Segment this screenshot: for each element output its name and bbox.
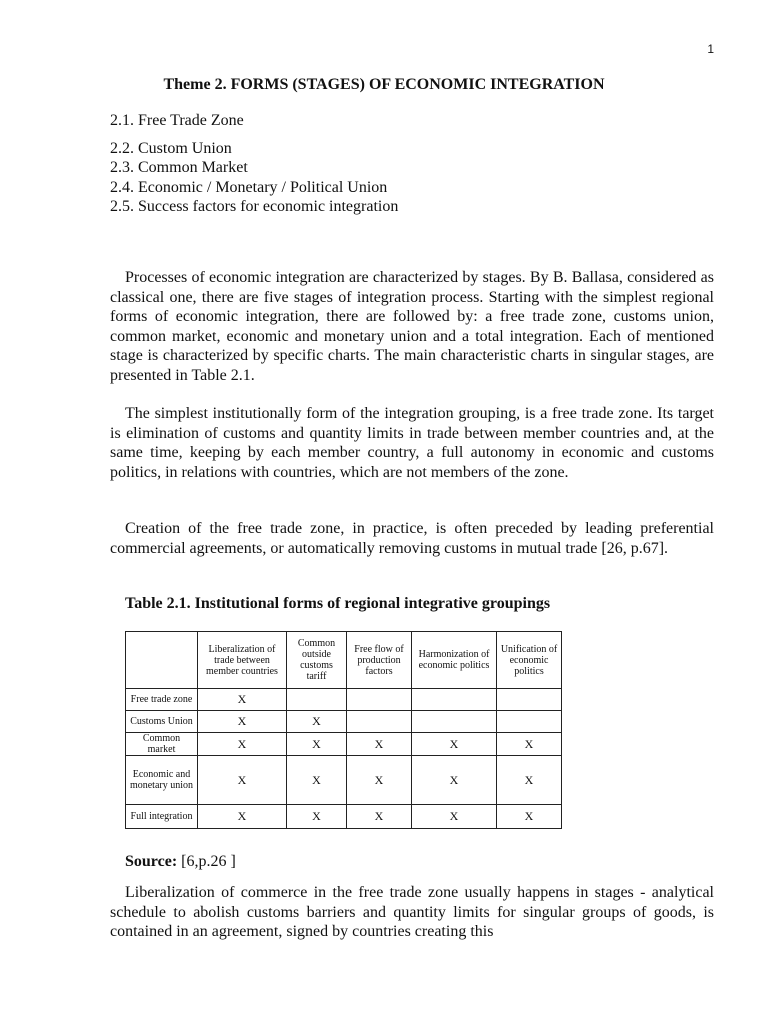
table-source	[125, 853, 236, 871]
row-label: Free trade zone	[126, 689, 198, 711]
table-cell	[497, 711, 562, 733]
table-cell: X	[287, 711, 347, 733]
header-cell: Free flow of production factors	[347, 632, 412, 689]
source-ref: [6,p.26 ]	[181, 853, 236, 870]
paragraph-liberalization: Liberalization of commerce in the free trade zone usually happens in stages - analytical schedule to abolish customs barriers and quantity limits for singular groups of goods, is contained in an agreement, signed by countries creating this	[110, 884, 714, 940]
page-number: 1	[707, 42, 714, 56]
toc-item: 2.3. Common Market	[110, 159, 248, 176]
integration-forms-table	[125, 631, 562, 829]
table-cell: X	[497, 756, 562, 805]
table-header-row	[126, 632, 562, 689]
table-cell: X	[198, 805, 287, 829]
table-row	[126, 805, 562, 829]
table-cell: X	[412, 733, 497, 756]
header-cell-empty	[126, 632, 198, 689]
paragraph-intro: Processes of economic integration are characterized by stages. By B. Ballasa, considered as classical one, there are five stages of integration process. Starting with the simplest regional forms of economic integration, there are followed by: a free trade zone, customs union, common market, economic and monetary union and a total integration. Each of mentioned stage is characterized by specific charts. The main characteristic charts in singular stages, are presented in Table 2.1.	[110, 269, 714, 384]
table-cell: X	[347, 805, 412, 829]
table-cell: X	[497, 733, 562, 756]
integration-forms-table-wrap	[125, 631, 562, 829]
paragraph-creation: Creation of the free trade zone, in practice, is often preceded by leading preferential commercial agreements, or automatically removing customs in mutual trade [26, p.67].	[110, 520, 714, 557]
table-cell: X	[347, 756, 412, 805]
table-cell: X	[497, 805, 562, 829]
header-cell: Liberalization of trade between member countries	[198, 632, 287, 689]
row-label: Economic and monetary union	[126, 756, 198, 805]
toc-item: 2.4. Economic / Monetary / Political Union	[110, 178, 388, 196]
table-cell: X	[287, 756, 347, 805]
table-row	[126, 733, 562, 756]
table-cell	[412, 689, 497, 711]
table-caption: Table 2.1. Institutional forms of regional integrative groupings	[125, 595, 551, 612]
row-label: Common market	[126, 733, 198, 756]
header-cell: Unification of economic politics	[497, 632, 562, 689]
table-row	[126, 756, 562, 805]
toc-item: 2.2. Custom Union	[110, 139, 232, 157]
table-cell: X	[287, 805, 347, 829]
table-cell	[412, 711, 497, 733]
table-cell	[287, 689, 347, 711]
toc-item: 2.5. Success factors for economic integration	[110, 198, 399, 215]
table-cell: X	[198, 689, 287, 711]
table-cell: X	[198, 711, 287, 733]
header-cell: Common outside customs tariff	[287, 632, 347, 689]
table-cell	[497, 689, 562, 711]
table-cell: X	[347, 733, 412, 756]
header-cell: Harmonization of economic politics	[412, 632, 497, 689]
paragraph-free-trade-zone: The simplest institutionally form of the integration grouping, is a free trade zone. Its target is elimination of customs and quantity limits in trade between member countries and, at the same time, keeping by each member country, a full autonomy in economic and customs politics, in relations with countries, which are not members of the zone.	[110, 405, 714, 481]
table-row	[126, 689, 562, 711]
table-row	[126, 711, 562, 733]
document-title: Theme 2. FORMS (STAGES) OF ECONOMIC INTEGRATION	[163, 76, 605, 93]
table-cell: X	[287, 733, 347, 756]
table-cell	[347, 711, 412, 733]
toc-item: 2.1. Free Trade Zone	[110, 112, 244, 129]
table-cell: X	[412, 756, 497, 805]
row-label: Customs Union	[126, 711, 198, 733]
table-cell	[347, 689, 412, 711]
source-label: Source:	[125, 853, 178, 870]
table-of-contents	[110, 111, 398, 217]
table-cell: X	[198, 733, 287, 756]
row-label: Full integration	[126, 805, 198, 829]
table-cell: X	[412, 805, 497, 829]
table-cell: X	[198, 756, 287, 805]
